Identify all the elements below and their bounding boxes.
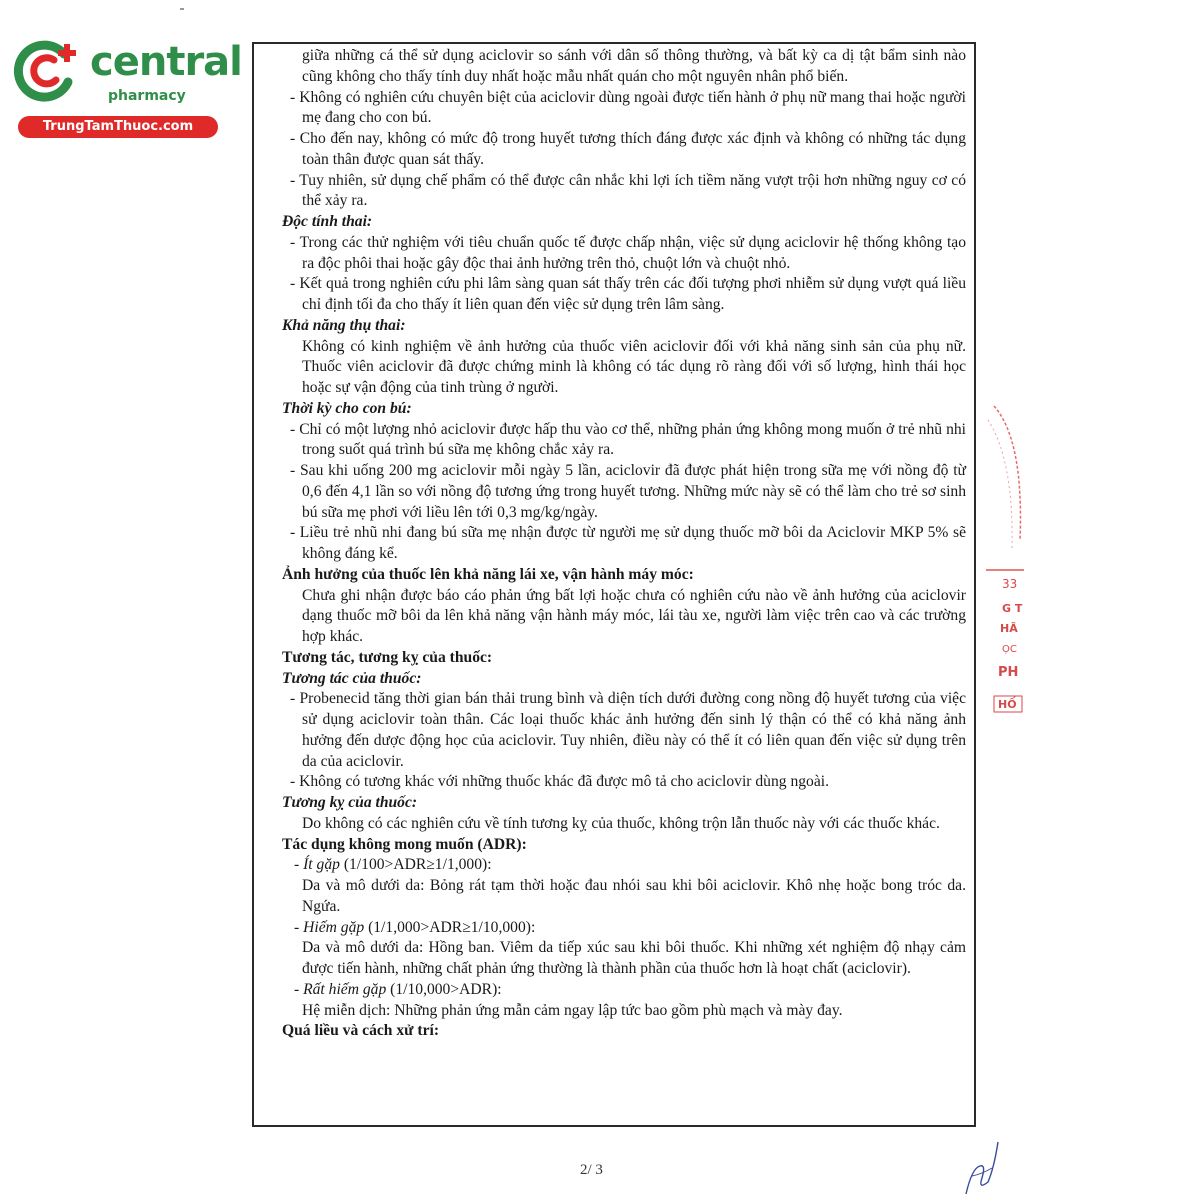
section-heading: Tác dụng không mong muốn (ADR):: [282, 835, 527, 853]
bullet-item: - Probenecid tăng thời gian bán thải trung bình và diện tích dưới đường cong nồng độ huyết tương của việc sử dụng aciclovir toàn thân. Các loại thuốc khác ảnh hưởng đến sinh lý thận có thể có khả năng ảnh hưởng đến dược động học của aciclovir. Tuy nhiên, điều này có thể ít có liên quan đến việc sử dụng trên da của aciclovir.: [290, 690, 966, 770]
bullet-item: - Không có nghiên cứu chuyên biệt của aciclovir dùng ngoài được tiến hành ở phụ nữ mang thai hoặc người mẹ đang cho con bú.: [290, 88, 966, 127]
document-page: [252, 42, 976, 1127]
section-subheading: Tương kỵ của thuốc:: [282, 794, 418, 811]
section-heading: Ảnh hưởng của thuốc lên khả năng lái xe, vận hành máy móc:: [282, 565, 694, 583]
stamp-text-3: HÃ: [1000, 622, 1018, 635]
frequency-label: Ít gặp: [303, 856, 340, 874]
frequency-range: (1/10,000>ADR):: [386, 980, 502, 998]
frequency-range: (1/100>ADR≥1/1,000):: [339, 856, 492, 874]
dash: -: [294, 980, 304, 998]
logo-sub-text: pharmacy: [108, 88, 186, 104]
paragraph-text: Da và mô dưới da: Bỏng rát tạm thời hoặc đau nhói sau khi bôi aciclovir. Khô nhẹ hoặc bong tróc da. Ngứa.: [302, 877, 966, 915]
dash: -: [294, 856, 304, 874]
paragraph-text: Chưa ghi nhận được báo cáo phản ứng bất lợi hoặc chưa có nghiên cứu nào về ảnh hưởng của aciclovir dạng thuốc mỡ bôi da lên khả năng vận hành máy móc, lái tàu xe, người làm việc trên cao và các trường hợp khác.: [302, 586, 966, 645]
bullet-item: - Chỉ có một lượng nhỏ aciclovir được hấp thu vào cơ thể, những phản ứng không mong muốn ở trẻ nhũ nhi trong suốt quá trình bú sữa mẹ không chắc xảy ra.: [290, 420, 966, 459]
stamp-text-2: G T: [1002, 602, 1023, 615]
logo-url-badge[interactable]: TrungTamThuoc.com: [18, 116, 218, 138]
paragraph-text: Do không có các nghiên cứu về tính tương kỵ của thuốc, không trộn lẫn thuốc này với các thuốc khác.: [302, 814, 940, 832]
adr-frequency-line: [282, 918, 966, 939]
frequency-range: (1/1,000>ADR≥1/10,000):: [364, 918, 536, 936]
bullet-item: - Liều trẻ nhũ nhi đang bú sữa mẹ nhận được từ người mẹ sử dụng thuốc mỡ bôi da Aciclovir MKP 5% sẽ không đáng kể.: [290, 524, 966, 562]
section-subheading: Độc tính thai:: [282, 213, 373, 230]
stamp-text-1: 33: [1002, 577, 1018, 591]
section-subheading: Khả năng thụ thai:: [282, 316, 406, 334]
document-body: [282, 46, 966, 1042]
frequency-label: Hiếm gặp: [303, 918, 365, 936]
bullet-item: - Không có tương khác với những thuốc khác đã được mô tả cho aciclovir dùng ngoài.: [290, 773, 829, 791]
dash: -: [294, 918, 304, 936]
paragraph-text: Hệ miễn dịch: Những phản ứng mẫn cảm ngay lập tức bao gồm phù mạch và mày đay.: [302, 1001, 843, 1019]
adr-frequency-line: [282, 855, 966, 876]
stamp-text-5: PH: [998, 665, 1019, 680]
section-subheading: Thời kỳ cho con bú:: [282, 399, 412, 417]
red-stamp-fragment: [984, 400, 1028, 720]
stamp-text-4: ỌC: [1002, 644, 1017, 655]
bullet-item: - Tuy nhiên, sử dụng chế phẩm có thể được cân nhắc khi lợi ích tiềm năng vượt trội hơn những nguy cơ có thể xảy ra.: [290, 171, 966, 210]
bullet-item: - Sau khi uống 200 mg aciclovir mỗi ngày 5 lần, aciclovir đã được phát hiện trong sữa mẹ với nồng độ từ 0,6 đến 4,1 lần so với nồng độ tương ứng trong huyết tương. Những mức này sẽ có thể làm cho trẻ sơ sinh bú sữa mẹ phơi với liều lên tới 0,3 mg/kg/ngày.: [290, 462, 966, 521]
section-subheading: Tương tác của thuốc:: [282, 669, 422, 687]
adr-frequency-line: [282, 980, 966, 1001]
central-pharmacy-logo[interactable]: [12, 36, 242, 136]
scan-speck: [180, 8, 184, 10]
stamp-text-6: HỐ: [998, 698, 1017, 711]
bullet-item: - Trong các thử nghiệm với tiêu chuẩn quốc tế được chấp nhận, việc sử dụng aciclovir hệ thống không tạo ra độc phôi thai hoặc gây độc thai ảnh hưởng trên thỏ, chuột lớn và chuột nhỏ.: [290, 233, 966, 272]
section-heading: Tương tác, tương kỵ của thuốc:: [282, 648, 493, 666]
bullet-item: - Cho đến nay, không có mức độ trong huyết tương thích đáng được xác định và không có những tác dụng toàn thân được quan sát thấy.: [290, 130, 966, 168]
section-heading: Quá liều và cách xử trí:: [282, 1022, 440, 1040]
pharmacy-cross-icon: [12, 36, 82, 106]
paragraph-text: Không có kinh nghiệm về ảnh hưởng của thuốc viên aciclovir đối với khả năng sinh sản của phụ nữ. Thuốc viên aciclovir đã được chứng minh là không có tác dụng rõ ràng đối với số lượng, hình thái học hoặc sự vận động của tinh trùng ở người.: [302, 337, 966, 396]
frequency-label: Rất hiếm gặp: [303, 980, 387, 998]
page-number: 2/ 3: [580, 1162, 603, 1178]
bullet-item: - Kết quả trong nghiên cứu phi lâm sàng quan sát thấy trên các đối tượng phơi nhiễm sử dụng vượt quá liều chỉ định tối đa cho thấy ít liên quan đến việc sử dụng trên lâm sàng.: [290, 275, 966, 313]
paragraph-text: giữa những cá thể sử dụng aciclovir so sánh với dân số thông thường, và bất kỳ ca dị tật bẩm sinh nào cũng không cho thấy tính duy nhất hoặc mẫu nhất quán cho một nguyên nhân phổ biến.: [302, 47, 966, 85]
logo-brand-text: central: [90, 39, 242, 85]
paragraph-text: Da và mô dưới da: Hồng ban. Viêm da tiếp xúc sau khi bôi thuốc. Khi những xét nghiệm độ nhạy cảm được tiến hành, những chất phản ứng thường là thành phần của thuốc hơn là hoạt chất (aciclovir).: [302, 939, 966, 977]
handwritten-signature: [958, 1138, 1002, 1198]
